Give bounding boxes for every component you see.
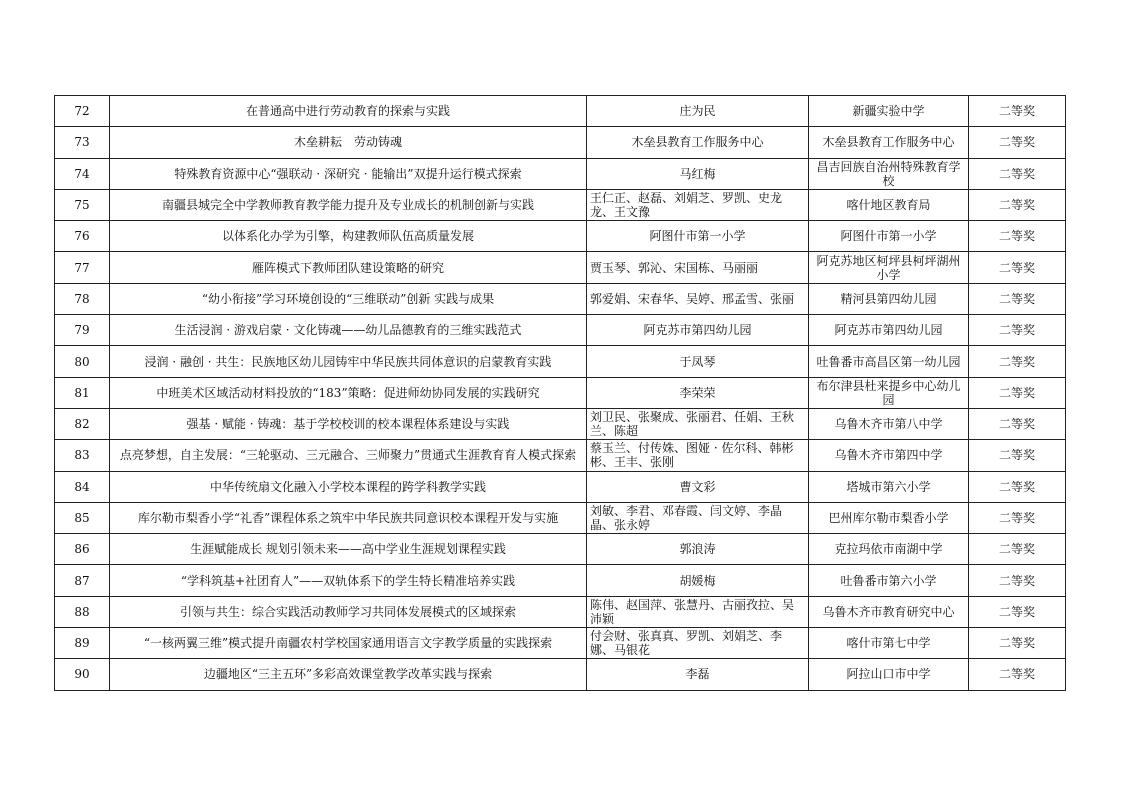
award-level-cell: 二等奖 — [969, 189, 1066, 220]
row-number-cell: 73 — [55, 127, 110, 158]
project-title-cell: 雁阵模式下教师团队建设策略的研究 — [110, 252, 587, 283]
table-row — [55, 377, 1066, 408]
project-title-cell: “一核两翼三维”模式提升南疆农村学校国家通用语言文字教学质量的实践探索 — [110, 628, 587, 659]
row-number-cell: 76 — [55, 221, 110, 252]
award-level-cell: 二等奖 — [969, 408, 1066, 439]
organization-cell: 精河县第四幼儿园 — [809, 283, 969, 314]
table-row — [55, 127, 1066, 158]
author-cell: 贾玉琴、郭沁、宋国栋、马丽丽 — [587, 252, 809, 283]
table-row — [55, 96, 1066, 127]
author-cell: 郭爱娟、宋春华、吴婷、邢孟雪、张丽 — [587, 283, 809, 314]
award-level-cell: 二等奖 — [969, 96, 1066, 127]
row-number-cell: 77 — [55, 252, 110, 283]
author-cell: 李磊 — [587, 659, 809, 690]
table-row — [55, 534, 1066, 565]
table-row — [55, 346, 1066, 377]
row-number-cell: 82 — [55, 408, 110, 439]
award-level-cell: 二等奖 — [969, 315, 1066, 346]
award-level-cell: 二等奖 — [969, 377, 1066, 408]
table-row — [55, 315, 1066, 346]
organization-cell: 吐鲁番市高昌区第一幼儿园 — [809, 346, 969, 377]
table-row — [55, 408, 1066, 439]
row-number-cell: 89 — [55, 628, 110, 659]
project-title-cell: 边疆地区“三主五环”多彩高效课堂教学改革实践与探索 — [110, 659, 587, 690]
author-cell: 阿克苏市第四幼儿园 — [587, 315, 809, 346]
row-number-cell: 84 — [55, 471, 110, 502]
table-row — [55, 628, 1066, 659]
organization-cell: 阿克苏市第四幼儿园 — [809, 315, 969, 346]
table-row — [55, 659, 1066, 690]
table-row — [55, 440, 1066, 471]
project-title-cell: 中班美术区域活动材料投放的“183”策略：促进师幼协同发展的实践研究 — [110, 377, 587, 408]
award-level-cell: 二等奖 — [969, 440, 1066, 471]
organization-cell: 布尔津县杜来提乡中心幼儿园 — [809, 377, 969, 408]
organization-cell: 乌鲁木齐市教育研究中心 — [809, 596, 969, 627]
organization-cell: 昌吉回族自治州特殊教育学校 — [809, 158, 969, 189]
organization-cell: 阿图什市第一小学 — [809, 221, 969, 252]
table-row — [55, 158, 1066, 189]
project-title-cell: 以体系化办学为引擎，构建教师队伍高质量发展 — [110, 221, 587, 252]
organization-cell: 吐鲁番市第六小学 — [809, 565, 969, 596]
author-cell: 胡媛梅 — [587, 565, 809, 596]
author-cell: 王仁正、赵磊、刘娟芝、罗凯、史龙龙、王文豫 — [587, 189, 809, 220]
table-row — [55, 596, 1066, 627]
award-level-cell: 二等奖 — [969, 628, 1066, 659]
row-number-cell: 74 — [55, 158, 110, 189]
row-number-cell: 86 — [55, 534, 110, 565]
author-cell: 木垒县教育工作服务中心 — [587, 127, 809, 158]
author-cell: 李荣荣 — [587, 377, 809, 408]
award-level-cell: 二等奖 — [969, 596, 1066, 627]
project-title-cell: 强基 · 赋能 · 铸魂：基于学校校训的校本课程体系建设与实践 — [110, 408, 587, 439]
award-level-cell: 二等奖 — [969, 283, 1066, 314]
project-title-cell: 浸润 · 融创 · 共生：民族地区幼儿园铸牢中华民族共同体意识的启蒙教育实践 — [110, 346, 587, 377]
organization-cell: 新疆实验中学 — [809, 96, 969, 127]
award-level-cell: 二等奖 — [969, 158, 1066, 189]
author-cell: 于凤琴 — [587, 346, 809, 377]
row-number-cell: 75 — [55, 189, 110, 220]
row-number-cell: 80 — [55, 346, 110, 377]
project-title-cell: 点亮梦想，自主发展：“三轮驱动、三元融合、三师聚力”贯通式生涯教育育人模式探索 — [110, 440, 587, 471]
award-level-cell: 二等奖 — [969, 252, 1066, 283]
award-level-cell: 二等奖 — [969, 346, 1066, 377]
author-cell: 蔡玉兰、付传姝、图娅 · 佐尔科、韩彬彬、王丰、张刚 — [587, 440, 809, 471]
project-title-cell: 中华传统扇文化融入小学校本课程的跨学科教学实践 — [110, 471, 587, 502]
organization-cell: 乌鲁木齐市第四中学 — [809, 440, 969, 471]
project-title-cell: 在普通高中进行劳动教育的探索与实践 — [110, 96, 587, 127]
project-title-cell: 生活浸润 · 游戏启蒙 · 文化铸魂——幼儿品德教育的三维实践范式 — [110, 315, 587, 346]
row-number-cell: 72 — [55, 96, 110, 127]
organization-cell: 喀什地区教育局 — [809, 189, 969, 220]
table-row — [55, 565, 1066, 596]
award-level-cell: 二等奖 — [969, 534, 1066, 565]
author-cell: 马红梅 — [587, 158, 809, 189]
project-title-cell: 木垒耕耘 劳动铸魂 — [110, 127, 587, 158]
author-cell: 刘卫民、张聚成、张丽君、任娟、王秋兰、陈超 — [587, 408, 809, 439]
awards-table — [54, 95, 1066, 691]
author-cell: 刘敏、李君、邓春霞、闫文婷、李晶晶、张永婷 — [587, 502, 809, 533]
project-title-cell: “学科筑基+社团育人”——双轨体系下的学生特长精准培养实践 — [110, 565, 587, 596]
organization-cell: 阿拉山口市中学 — [809, 659, 969, 690]
award-level-cell: 二等奖 — [969, 127, 1066, 158]
table-row — [55, 189, 1066, 220]
row-number-cell: 87 — [55, 565, 110, 596]
row-number-cell: 85 — [55, 502, 110, 533]
author-cell: 郭浪涛 — [587, 534, 809, 565]
author-cell: 庄为民 — [587, 96, 809, 127]
table-row — [55, 252, 1066, 283]
project-title-cell: 特殊教育资源中心“强联动 · 深研究 · 能输出”双提升运行模式探索 — [110, 158, 587, 189]
organization-cell: 塔城市第六小学 — [809, 471, 969, 502]
organization-cell: 木垒县教育工作服务中心 — [809, 127, 969, 158]
award-level-cell: 二等奖 — [969, 502, 1066, 533]
organization-cell: 喀什市第七中学 — [809, 628, 969, 659]
author-cell: 曹文彩 — [587, 471, 809, 502]
author-cell: 陈伟、赵国萍、张慧丹、古丽孜拉、吴沛颖 — [587, 596, 809, 627]
row-number-cell: 79 — [55, 315, 110, 346]
table-row — [55, 471, 1066, 502]
project-title-cell: 库尔勒市梨香小学“礼香”课程体系之筑牢中华民族共同意识校本课程开发与实施 — [110, 502, 587, 533]
row-number-cell: 88 — [55, 596, 110, 627]
row-number-cell: 83 — [55, 440, 110, 471]
organization-cell: 阿克苏地区柯坪县柯坪湖州小学 — [809, 252, 969, 283]
organization-cell: 克拉玛依市南湖中学 — [809, 534, 969, 565]
organization-cell: 乌鲁木齐市第八中学 — [809, 408, 969, 439]
award-level-cell: 二等奖 — [969, 471, 1066, 502]
project-title-cell: 引领与共生：综合实践活动教师学习共同体发展模式的区域探索 — [110, 596, 587, 627]
table-row — [55, 502, 1066, 533]
organization-cell: 巴州库尔勒市梨香小学 — [809, 502, 969, 533]
awards-table-body — [55, 96, 1066, 691]
award-level-cell: 二等奖 — [969, 565, 1066, 596]
row-number-cell: 78 — [55, 283, 110, 314]
author-cell: 阿图什市第一小学 — [587, 221, 809, 252]
row-number-cell: 90 — [55, 659, 110, 690]
table-row — [55, 221, 1066, 252]
project-title-cell: “幼小衔接”学习环境创设的“三维联动”创新 实践与成果 — [110, 283, 587, 314]
award-level-cell: 二等奖 — [969, 221, 1066, 252]
table-row — [55, 283, 1066, 314]
author-cell: 付会财、张真真、罗凯、刘娟芝、李娜、马银花 — [587, 628, 809, 659]
project-title-cell: 生涯赋能成长 规划引领未来——高中学业生涯规划课程实践 — [110, 534, 587, 565]
project-title-cell: 南疆县城完全中学教师教育教学能力提升及专业成长的机制创新与实践 — [110, 189, 587, 220]
award-level-cell: 二等奖 — [969, 659, 1066, 690]
row-number-cell: 81 — [55, 377, 110, 408]
